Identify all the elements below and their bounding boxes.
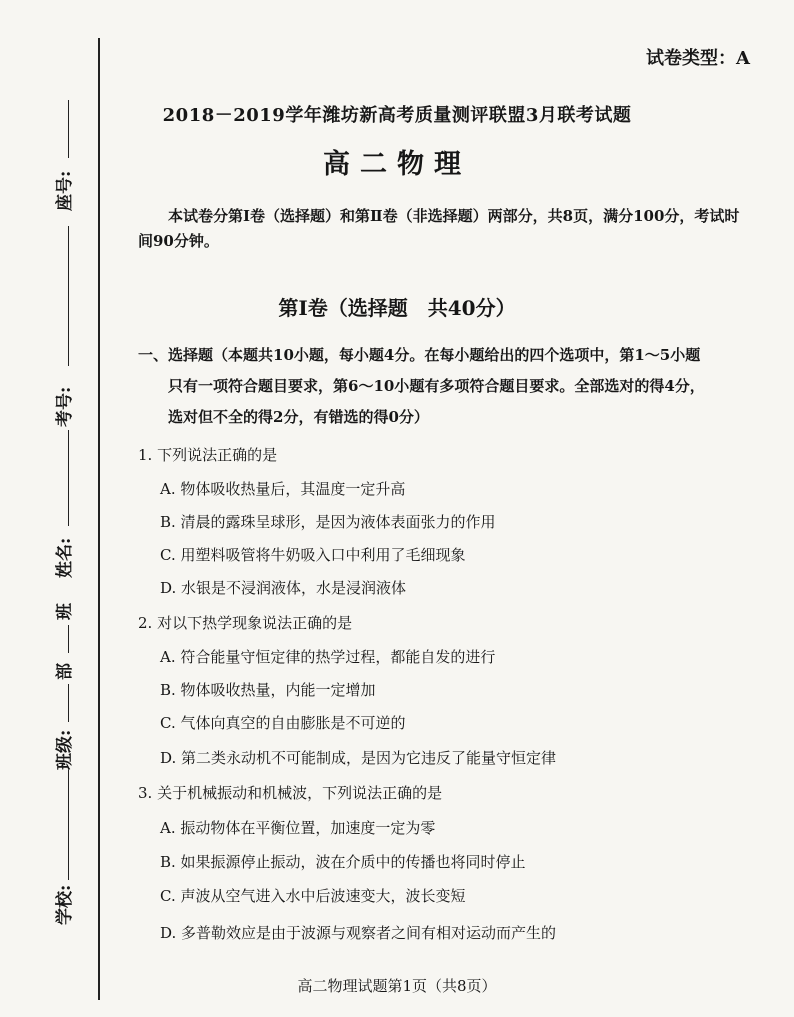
- section-instructions: [138, 340, 760, 433]
- question-1-stem: 1. 下列说法正确的是: [138, 446, 278, 464]
- exam-intro: 本试卷分第Ⅰ卷（选择题）和第Ⅱ卷（非选择题）两部分，共8页，满分100分，考试时间90分钟。: [138, 207, 740, 250]
- school-label: 学校:: [55, 884, 75, 925]
- question-3-stem: 3. 关于机械振动和机械波，下列说法正确的是: [138, 784, 443, 802]
- grade-blank-line: [68, 684, 69, 722]
- binding-line: [98, 38, 100, 1000]
- name-label: 姓名:: [55, 537, 75, 578]
- exam-title: 2018－2019学年潍坊新高考质量测评联盟3月联考试题: [162, 105, 632, 126]
- question-3-option-c: C. 声波从空气进入水中后波速变大，波长变短: [160, 887, 466, 905]
- subject-title: 高二物理: [323, 149, 471, 180]
- instructions-line-3: 选对但不全的得2分，有错选的得0分）: [168, 408, 429, 426]
- dept-char: 部: [55, 663, 75, 680]
- name-blank-line: [68, 430, 69, 526]
- question-3-option-d: D. 多普勒效应是由于波源与观察者之间有相对运动而产生的: [160, 924, 557, 942]
- question-3-option-a: A. 振动物体在平衡位置，加速度一定为零: [160, 819, 436, 837]
- question-2-stem: 2. 对以下热学现象说法正确的是: [138, 614, 353, 632]
- question-2-option-d: D. 第二类永动机不可能制成，是因为它违反了能量守恒定律: [160, 749, 557, 767]
- seat-label: 座号:: [55, 170, 75, 211]
- class-char: 班: [55, 603, 75, 620]
- question-1-option-a: A. 物体吸收热量后，其温度一定升高: [160, 480, 406, 498]
- question-1-option-d: D. 水银是不浸润液体，水是浸润液体: [160, 579, 407, 597]
- instructions-line-2: 只有一项符合题目要求，第6～10小题有多项符合题目要求。全部选对的得4分，: [168, 377, 705, 395]
- grade-label: 班级:: [55, 729, 75, 770]
- question-2-option-c: C. 气体向真空的自由膨胀是不可逆的: [160, 714, 406, 732]
- exam-no-label: 考号:: [55, 386, 75, 427]
- question-2-option-a: A. 符合能量守恒定律的热学过程，都能自发的进行: [160, 648, 496, 666]
- page-footer: 高二物理试题第1页（共8页）: [297, 977, 497, 995]
- paper-type-label: 试卷类型：A: [646, 48, 750, 69]
- question-1-option-b: B. 清晨的露珠呈球形，是因为液体表面张力的作用: [160, 513, 496, 531]
- dept-blank-line: [68, 625, 69, 653]
- question-1-option-c: C. 用塑料吸管将牛奶吸入口中利用了毛细现象: [160, 546, 466, 564]
- question-3-option-b: B. 如果振源停止振动，波在介质中的传播也将同时停止: [160, 853, 526, 871]
- instructions-line-1: 一、选择题（本题共10小题，每小题4分。在每小题给出的四个选项中，第1～5小题: [138, 346, 701, 364]
- question-2-option-b: B. 物体吸收热量，内能一定增加: [160, 681, 376, 699]
- section-title: 第Ⅰ卷（选择题 共40分）: [278, 296, 516, 320]
- school-blank-line: [68, 770, 69, 880]
